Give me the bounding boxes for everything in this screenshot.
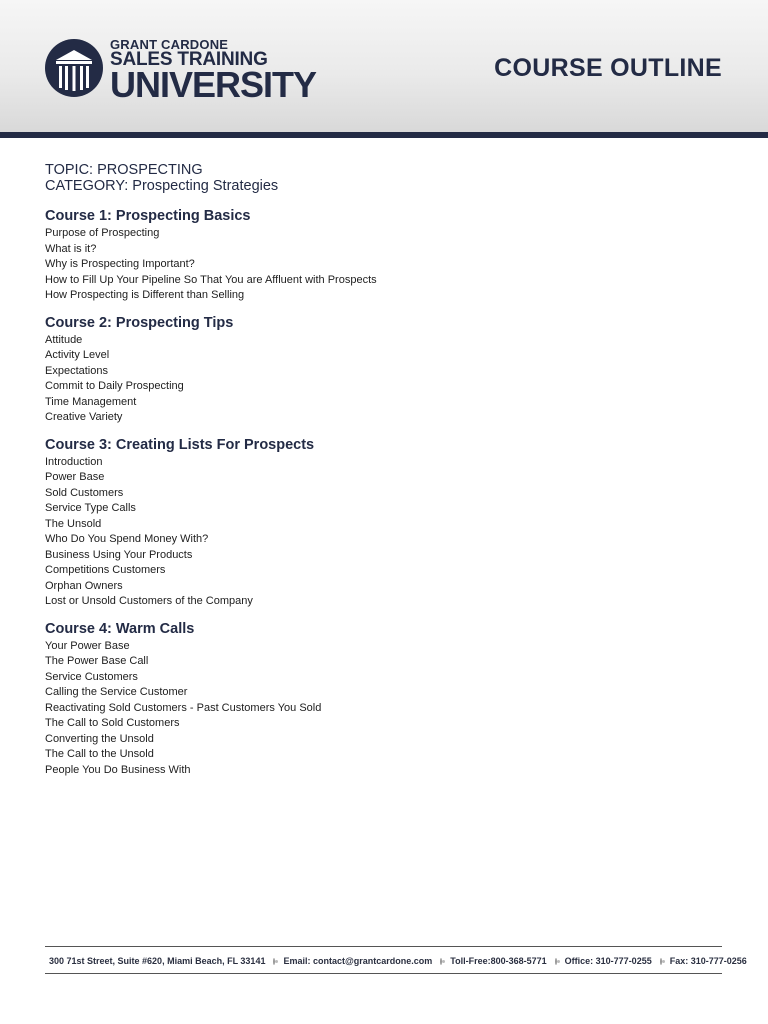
course-topic-item: What is it? bbox=[45, 242, 97, 255]
course-topic-list bbox=[45, 226, 725, 304]
course-topic-item: Calling the Service Customer bbox=[45, 686, 188, 698]
course-topic-item: Orphan Owners bbox=[45, 579, 123, 592]
course-topic-list bbox=[45, 455, 725, 610]
course-topic-item: Attitude bbox=[45, 333, 83, 346]
course-topic-item: How Prospecting is Different than Selling bbox=[45, 289, 245, 301]
course-section bbox=[45, 621, 725, 779]
footer-divider-top bbox=[45, 946, 722, 947]
course-topic-item: Who Do You Spend Money With? bbox=[45, 533, 209, 545]
course-topic-item: Service Customers bbox=[45, 670, 138, 683]
course-topic-item: The Call to Sold Customers bbox=[45, 717, 180, 729]
course-topic-item: Reactivating Sold Customers - Past Customers You Sold bbox=[45, 701, 322, 714]
page-header bbox=[0, 0, 768, 134]
course-title: Course 3: Creating Lists For Prospects bbox=[45, 436, 315, 453]
document-title: COURSE OUTLINE bbox=[494, 54, 722, 82]
category-label: CATEGORY: Prospecting Strategies bbox=[45, 178, 279, 194]
header-divider bbox=[0, 132, 768, 138]
brand-line-3: UNIVERSITY bbox=[110, 64, 317, 105]
course-topic-item: Activity Level bbox=[45, 349, 110, 361]
course-topic-item: Competitions Customers bbox=[45, 564, 166, 576]
course-title: Course 2: Prospecting Tips bbox=[45, 314, 234, 331]
footer-address: 300 71st Street, Suite #620, Miami Beach, FL 33141 bbox=[49, 956, 266, 966]
footer-tollfree: Toll-Free:800-368-5771 bbox=[450, 956, 547, 966]
course-topic-item: Business Using Your Products bbox=[45, 548, 193, 561]
course-topic-list bbox=[45, 639, 725, 779]
course-topic-item: Service Type Calls bbox=[45, 502, 136, 514]
brand-wordmark bbox=[110, 37, 317, 105]
course-topic-item: How to Fill Up Your Pipeline So That You are Affluent with Prospects bbox=[45, 273, 377, 286]
bullet-separator-icon bbox=[440, 958, 442, 965]
course-topic-item: The Power Base Call bbox=[45, 655, 149, 667]
course-section bbox=[45, 208, 725, 304]
brand-line-2: SALES TRAINING bbox=[110, 49, 268, 70]
course-title: Course 4: Warm Calls bbox=[45, 620, 195, 637]
course-topic-item: Why is Prospecting Important? bbox=[45, 258, 195, 270]
course-topic-item: Expectations bbox=[45, 364, 108, 377]
course-topic-item: The Call to the Unsold bbox=[45, 748, 154, 760]
course-topic-list bbox=[45, 333, 725, 426]
course-topic-item: Sold Customers bbox=[45, 486, 124, 499]
bullet-separator-icon bbox=[555, 958, 557, 965]
course-topic-item: Purpose of Prospecting bbox=[45, 227, 160, 239]
bullet-separator-icon bbox=[273, 958, 275, 965]
course-topic-item: Your Power Base bbox=[45, 639, 130, 652]
course-topic-item: People You Do Business With bbox=[45, 763, 191, 776]
course-section bbox=[45, 315, 725, 426]
course-topic-item: Time Management bbox=[45, 395, 137, 408]
bullet-separator-icon bbox=[660, 958, 662, 965]
course-section bbox=[45, 437, 725, 610]
brand-line-1: GRANT CARDONE bbox=[110, 37, 229, 52]
course-outline-content bbox=[45, 162, 725, 789]
course-topic-item: Creative Variety bbox=[45, 411, 123, 423]
course-title: Course 1: Prospecting Basics bbox=[45, 208, 251, 224]
footer-office-phone: Office: 310-777-0255 bbox=[564, 956, 652, 966]
footer-divider-bottom bbox=[45, 973, 722, 974]
course-topic-item: Commit to Daily Prospecting bbox=[45, 380, 184, 392]
course-topic-item: Lost or Unsold Customers of the Company bbox=[45, 595, 253, 607]
course-list bbox=[45, 208, 725, 778]
contact-footer bbox=[49, 953, 747, 969]
footer-email[interactable]: Email: contact@grantcardone.com bbox=[283, 956, 433, 966]
course-topic-item: Converting the Unsold bbox=[45, 732, 154, 745]
course-topic-item: The Unsold bbox=[45, 517, 102, 530]
course-topic-item: Introduction bbox=[45, 455, 103, 468]
topic-label: TOPIC: PROSPECTING bbox=[45, 162, 203, 178]
university-building-icon bbox=[44, 38, 104, 98]
course-topic-item: Power Base bbox=[45, 471, 105, 483]
footer-fax: Fax: 310-777-0256 bbox=[669, 956, 747, 966]
